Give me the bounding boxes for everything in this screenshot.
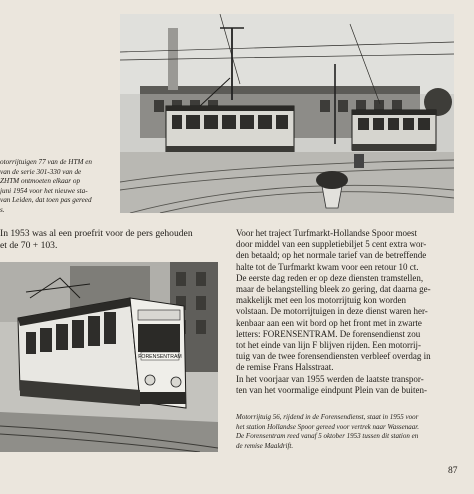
caption-line: ZHTM ontmoeten elkaar op [0, 177, 81, 186]
intro-paragraph [0, 228, 224, 252]
body-line: Voor het traject Turfmarkt-Hollandse Spoor moest [236, 228, 418, 238]
paragraph-line: et de 70 + 103. [0, 240, 58, 251]
body-line: volstaan. De motorrijtuigen in deze dienst waren her- [236, 306, 428, 317]
body-line: ten van het voormalige eindpunt Plein van de buiten- [236, 384, 427, 395]
body-line: makkelijk met een los motorrijtuig kon worden [236, 295, 406, 306]
body-line: maar de belangstelling bleek zo gering, dat daarna ge- [236, 284, 431, 295]
body-line: den betaald; op het normale tarief van de betreffende [236, 250, 427, 261]
body-line: door middel van een suppletiebiljet 5 cent extra wor- [236, 239, 427, 250]
caption-line: s. [0, 205, 5, 214]
caption-line: otorrijtuigen 77 van de HTM en [0, 158, 93, 166]
photo-tram-56-forensentram [0, 262, 218, 452]
body-line: In het voorjaar van 1955 werden de laatste transpor- [236, 373, 424, 384]
photo-trams-leiden-station-image [120, 14, 454, 213]
body-line: letters: FORENSENTRAM. De forensendienst zou [236, 328, 421, 339]
body-line: kenbaar aan een wit bord op het front met in zwarte [236, 317, 422, 328]
top-photo-caption [0, 158, 116, 216]
body-line: De eerste dag reden er op deze diensten tramstellen, [236, 272, 424, 283]
photo-tram-56-forensentram-image [0, 262, 218, 452]
caption-line: De Forensentram reed vanaf 5 oktober 1953 tussen dit station en [236, 432, 419, 441]
page-number: 87 [448, 466, 458, 476]
tram-front-sign: FORENSENTRAM [138, 354, 182, 360]
body-line: tot het einde van lijn F blijven rijden. Een motorrij- [236, 340, 421, 351]
caption-line: de remise Maaldrift. [236, 441, 294, 450]
caption-line: van Leiden, dat toen pas gereed [0, 196, 92, 205]
caption-line: het station Hollandse Spoor gereed voor vertrek naar Wassenaar. [236, 422, 419, 431]
body-text [236, 228, 460, 396]
caption-line: van de serie 301-330 van de [0, 167, 82, 176]
body-line: de remise Frans Halsstraat. [236, 362, 334, 373]
bottom-photo-caption [236, 413, 460, 451]
photo-trams-leiden-station [120, 14, 454, 213]
caption-line: Motorrijtuig 56, rijdend in de Forensendienst, staat in 1955 voor [236, 413, 419, 421]
body-line: tuig van de twee forensendiensten verbleef overdag in [236, 351, 431, 362]
body-line: halte tot de Turfmarkt kwam voor een retour 10 ct. [236, 261, 419, 272]
caption-line: juni 1954 voor het nieuwe sta- [0, 186, 88, 195]
paragraph-line: In 1953 was al een proefrit voor de pers gehouden [0, 228, 193, 239]
